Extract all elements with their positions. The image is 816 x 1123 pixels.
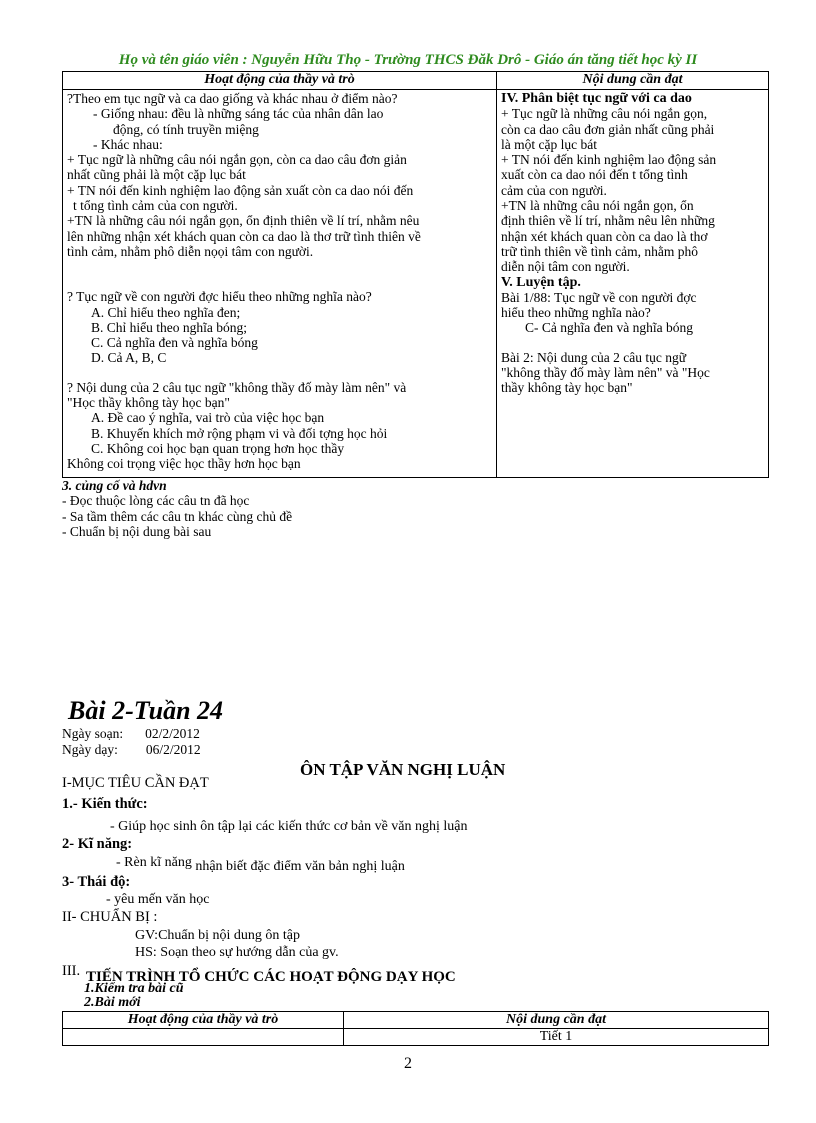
section-1-2: 2- Kĩ năng: bbox=[62, 836, 133, 852]
consolidation-item: - Đọc thuộc lòng các câu tn đã học bbox=[62, 493, 250, 509]
content-line: cảm của con người. bbox=[501, 182, 607, 198]
content-line: diễn nội tâm con người. bbox=[501, 259, 630, 275]
option-c: C. Không coi học bạn quan trọng hơn học thầy bbox=[91, 440, 345, 456]
question-3: ? Nội dung của 2 câu tục ngữ "không thầy đố mày làm nên" và bbox=[67, 379, 407, 395]
date-prep-label: Ngày soạn: bbox=[62, 726, 124, 741]
diff-line: + TN nói đến kinh nghiệm lao động sản xuất còn ca dao nói đến bbox=[67, 182, 414, 198]
col-header-content: Nội dung cần đạt bbox=[344, 1012, 769, 1029]
consolidation-section bbox=[62, 478, 292, 539]
col-header-content: Nội dung cần đạt bbox=[497, 72, 769, 90]
option-b: B. Khuyến khích mở rộng phạm vi và đối tợng học hỏi bbox=[91, 425, 388, 441]
exercise-1: Bài 1/88: Tục ngữ về con người đợc bbox=[501, 289, 697, 305]
exercise-1-cont: hiểu theo những nghĩa nào? bbox=[501, 305, 651, 321]
content-line: xuất còn ca dao nói đến t tổng tình bbox=[501, 167, 688, 183]
question-2: ? Tục ngữ về con người đợc hiểu theo những nghĩa nào? bbox=[67, 289, 372, 305]
page-header: Họ và tên giáo viên : Nguyễn Hữu Thọ - Trường THCS Đăk Drô - Giáo án tăng tiết học kỳ II bbox=[118, 52, 698, 68]
content-line: trữ tình thiên về tình cảm, nhằm phô bbox=[501, 243, 699, 259]
lesson-title: Bài 2-Tuần 24 bbox=[68, 696, 224, 725]
content-cell bbox=[497, 90, 769, 478]
consolidation-item: - Chuẩn bị nội dung bài sau bbox=[62, 523, 212, 539]
diff-line: lên những nhận xét khách quan còn ca dao là thơ trữ tình thiên về bbox=[67, 228, 421, 244]
section-1-2-text: - Rèn kĩ năng nhận biết đặc điểm văn bản nghị luận bbox=[116, 855, 405, 874]
page-number: 2 bbox=[404, 1055, 412, 1072]
col-header-activities: Hoạt động của thầy và trò bbox=[63, 72, 497, 90]
section-1-title: I-MỤC TIÊU CẦN ĐẠT bbox=[62, 775, 209, 791]
content-line: nhận xét khách quan còn ca dao là thơ bbox=[501, 228, 708, 244]
diff-line: + Tục ngữ là những câu nói ngắn gọn, còn ca dao câu đơn giản bbox=[67, 152, 407, 168]
section-3-1: 1.Kiểm tra bài cũ bbox=[84, 981, 184, 996]
lesson-heading: ÔN TẬP VĂN NGHỊ LUẬN bbox=[300, 760, 506, 779]
content-line: còn ca dao câu đơn giản nhất cũng phải bbox=[501, 121, 715, 137]
content-line: + TN nói đến kinh nghiệm lao động sản bbox=[501, 152, 717, 168]
table2-cell bbox=[63, 1029, 344, 1046]
col-header-activities: Hoạt động của thầy và trò bbox=[63, 1012, 344, 1029]
section-1-3: 3- Thái độ: bbox=[62, 874, 131, 890]
exercise-1-answer: C- Cả nghĩa đen và nghĩa bóng bbox=[525, 320, 693, 336]
consolidation-item: - Sa tầm thêm các câu tn khác cùng chủ đề bbox=[62, 508, 293, 524]
answer-different: - Khác nhau: bbox=[93, 136, 163, 152]
activity-table bbox=[62, 71, 769, 478]
diff-line: t tổng tình cảm của con người. bbox=[73, 198, 238, 214]
option-b: B. Chỉ hiểu theo nghĩa bóng; bbox=[91, 319, 247, 335]
exercise-2-cont: "không thầy đố mày làm nên" và "Học bbox=[501, 365, 710, 381]
activities-cell bbox=[63, 90, 497, 478]
content-line: là một cặp lục bát bbox=[501, 136, 597, 152]
section-1-1: 1.- Kiến thức: bbox=[62, 796, 148, 812]
period-label: Tiết 1 bbox=[344, 1029, 769, 1046]
section-iv-title: IV. Phân biệt tục ngữ với ca dao bbox=[501, 91, 692, 106]
section-v-title: V. Luyện tập. bbox=[501, 274, 581, 290]
section-1-1-text: - Giúp học sinh ôn tập lại các kiến thức cơ bản về văn nghị luận bbox=[110, 819, 468, 834]
option-a: A. Đề cao ý nghĩa, vai trò của việc học bạn bbox=[91, 410, 325, 426]
option-c: C. Cả nghĩa đen và nghĩa bóng bbox=[91, 335, 258, 351]
exercise-2: Bài 2: Nội dung của 2 câu tục ngữ bbox=[501, 349, 687, 365]
answer-similar: - Giống nhau: đều là những sáng tác của nhân dân lao bbox=[93, 106, 384, 122]
option-d: Không coi trọng việc học thầy hơn học bạn bbox=[67, 456, 301, 472]
prep-teacher: GV:Chuẩn bị nội dung ôn tập bbox=[135, 928, 301, 943]
section-1-3-text: - yêu mến văn học bbox=[106, 892, 210, 907]
section-2-title: II- CHUẨN BỊ : bbox=[62, 909, 158, 925]
date-teach: 06/2/2012 bbox=[145, 741, 201, 757]
date-teach-label: Ngày dạy: bbox=[62, 741, 118, 757]
prep-student: HS: Soạn theo sự hướng dẫn của gv. bbox=[135, 945, 339, 960]
question-3-cont: "Học thầy không tày học bạn" bbox=[67, 395, 230, 411]
date-prep: 02/2/2012 bbox=[145, 726, 200, 741]
diff-line: +TN là những câu nói ngắn gọn, ổn định thiên về lí trí, nhằm nêu bbox=[67, 213, 420, 229]
lesson-dates bbox=[62, 726, 201, 757]
section-3-2: 2.Bài mới bbox=[84, 995, 141, 1010]
section-3-number: III. bbox=[62, 963, 81, 979]
content-line: định thiên về lí trí, nhằm nêu lên những bbox=[501, 213, 715, 229]
option-d: D. Cả A, B, C bbox=[91, 350, 167, 366]
content-line: +TN là những câu nói ngắn gọn, ổn bbox=[501, 198, 694, 214]
section-3-title: TIẾN TRÌNH TỔ CHỨC CÁC HOẠT ĐỘNG DẠY HỌC bbox=[86, 969, 456, 985]
answer-similar-cont: động, có tính truyền miệng bbox=[113, 121, 259, 137]
diff-line: nhất cũng phải là một cặp lục bát bbox=[67, 167, 246, 183]
consolidation-title: 3. củng cố và hdvn bbox=[62, 478, 167, 493]
diff-line: tình cảm, nhằm phô diễn nọọi tâm con người. bbox=[67, 243, 314, 259]
exercise-2-cont: thầy không tày học bạn" bbox=[501, 380, 633, 396]
activity-table-2 bbox=[62, 1011, 769, 1046]
content-line: + Tục ngữ là những câu nói ngắn gọn, bbox=[501, 106, 708, 122]
option-a: A. Chỉ hiểu theo nghĩa đen; bbox=[91, 304, 241, 320]
question-1: ?Theo em tục ngữ và ca dao giống và khác nhau ở điểm nào? bbox=[67, 91, 398, 106]
